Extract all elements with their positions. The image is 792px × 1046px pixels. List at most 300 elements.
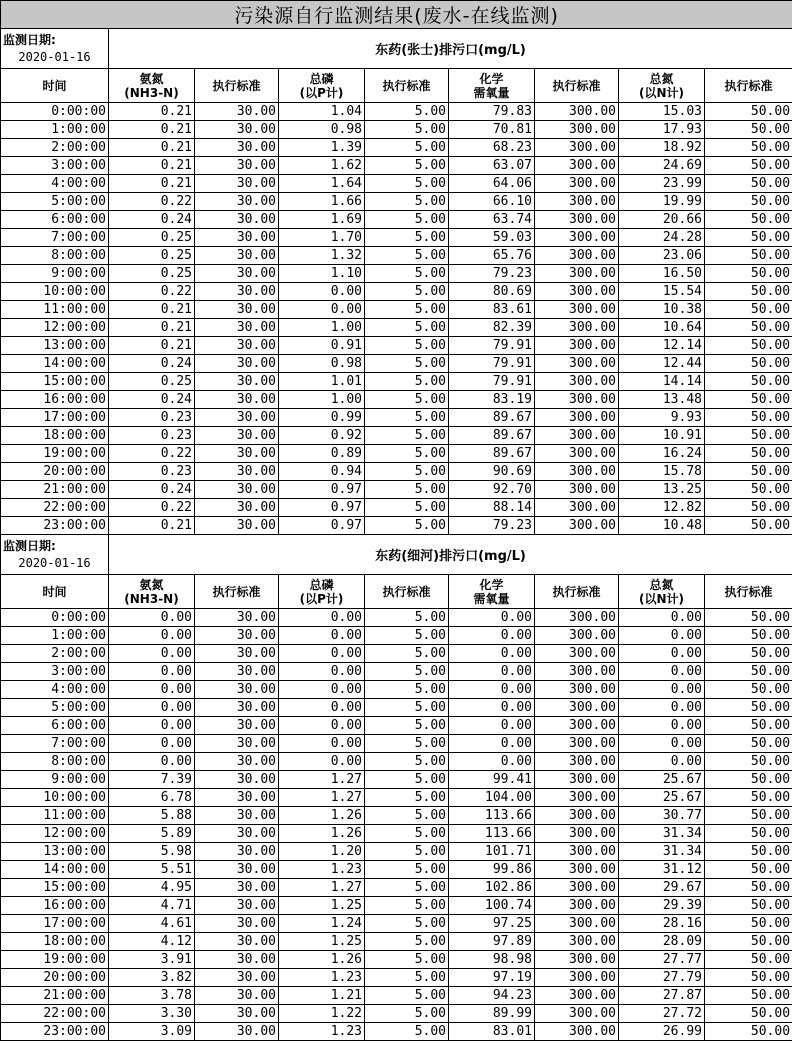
cell-time: 16:00:00 [1,897,109,915]
cell-tn-standard: 50.00 [705,717,792,735]
cell-nh3: 0.23 [109,463,195,481]
cell-nh3-standard: 30.00 [195,481,279,499]
cell-time: 21:00:00 [1,481,109,499]
cell-cod: 88.14 [449,499,535,517]
cell-nh3: 0.00 [109,735,195,753]
table-row [1,229,792,247]
cell-cod-standard: 300.00 [535,517,619,535]
cell-tp: 0.92 [279,427,365,445]
cell-tp: 0.00 [279,609,365,627]
cell-nh3: 0.25 [109,247,195,265]
column-header-row [1,69,792,103]
cell-cod-standard: 300.00 [535,627,619,645]
col-tp [279,69,365,103]
cell-nh3-standard: 30.00 [195,825,279,843]
cell-nh3-standard: 30.00 [195,463,279,481]
cell-tp-standard: 5.00 [365,193,449,211]
cell-tn: 9.93 [619,409,705,427]
cell-tp-standard: 5.00 [365,175,449,193]
cell-time: 5:00:00 [1,699,109,717]
cell-tp-standard: 5.00 [365,391,449,409]
cell-time: 10:00:00 [1,789,109,807]
cell-tp-standard: 5.00 [365,915,449,933]
cell-tn: 0.00 [619,681,705,699]
cell-cod-standard: 300.00 [535,175,619,193]
cell-nh3: 0.23 [109,427,195,445]
cell-time: 3:00:00 [1,663,109,681]
cell-tp: 1.39 [279,139,365,157]
cell-tn-standard: 50.00 [705,319,792,337]
col-tp [279,575,365,609]
table-row [1,933,792,951]
cell-cod-standard: 300.00 [535,409,619,427]
cell-cod: 0.00 [449,627,535,645]
cell-cod-standard: 300.00 [535,861,619,879]
table-row [1,499,792,517]
cell-cod-standard: 300.00 [535,463,619,481]
cell-cod-standard: 300.00 [535,807,619,825]
cell-nh3: 0.25 [109,265,195,283]
cell-tp-standard: 5.00 [365,825,449,843]
cell-tp-standard: 5.00 [365,121,449,139]
table-row [1,699,792,717]
cell-nh3-standard: 30.00 [195,897,279,915]
cell-tp: 0.00 [279,645,365,663]
cell-time: 17:00:00 [1,409,109,427]
cell-tn: 20.66 [619,211,705,229]
cell-tp: 0.91 [279,337,365,355]
cell-time: 7:00:00 [1,229,109,247]
cell-nh3: 0.25 [109,229,195,247]
col-standard: 执行标准 [195,69,279,103]
cell-tp: 0.98 [279,355,365,373]
cell-tn-standard: 50.00 [705,175,792,193]
cell-tp-standard: 5.00 [365,157,449,175]
cell-nh3-standard: 30.00 [195,771,279,789]
cell-tn-standard: 50.00 [705,987,792,1005]
cell-nh3: 0.25 [109,373,195,391]
cell-tp: 1.01 [279,373,365,391]
cell-time: 21:00:00 [1,987,109,1005]
cell-tn: 25.67 [619,771,705,789]
cell-cod-standard: 300.00 [535,717,619,735]
cell-nh3-standard: 30.00 [195,193,279,211]
cell-cod: 66.10 [449,193,535,211]
cell-nh3-standard: 30.00 [195,373,279,391]
cell-tp: 1.64 [279,175,365,193]
cell-cod-standard: 300.00 [535,157,619,175]
cell-tp-standard: 5.00 [365,933,449,951]
table-row [1,175,792,193]
cell-cod: 90.69 [449,463,535,481]
cell-cod-standard: 300.00 [535,355,619,373]
cell-tp-standard: 5.00 [365,517,449,535]
cell-cod: 79.23 [449,265,535,283]
col-cod-line2: 需氧量 [473,591,510,606]
cell-tn-standard: 50.00 [705,1023,792,1041]
cell-nh3-standard: 30.00 [195,1023,279,1041]
cell-time: 23:00:00 [1,517,109,535]
table-row [1,517,792,535]
cell-tn-standard: 50.00 [705,103,792,121]
cell-time: 2:00:00 [1,139,109,157]
cell-cod: 65.76 [449,247,535,265]
cell-time: 6:00:00 [1,211,109,229]
cell-tp: 1.32 [279,247,365,265]
cell-tn: 25.67 [619,789,705,807]
cell-tp-standard: 5.00 [365,445,449,463]
cell-tn-standard: 50.00 [705,283,792,301]
cell-cod-standard: 300.00 [535,373,619,391]
cell-cod-standard: 300.00 [535,663,619,681]
cell-tp-standard: 5.00 [365,463,449,481]
col-nh3 [109,575,195,609]
col-cod-line1: 化学 [479,577,504,592]
cell-tn-standard: 50.00 [705,879,792,897]
cell-nh3: 5.98 [109,843,195,861]
cell-cod-standard: 300.00 [535,879,619,897]
cell-cod-standard: 300.00 [535,1005,619,1023]
cell-time: 9:00:00 [1,265,109,283]
cell-nh3: 0.21 [109,175,195,193]
cell-nh3: 0.24 [109,355,195,373]
col-tp-line1: 总磷 [309,71,334,86]
table-row [1,139,792,157]
cell-nh3-standard: 30.00 [195,121,279,139]
cell-nh3: 4.12 [109,933,195,951]
cell-tn: 0.00 [619,753,705,771]
cell-cod: 100.74 [449,897,535,915]
col-cod [449,69,535,103]
cell-tp-standard: 5.00 [365,1005,449,1023]
cell-time: 18:00:00 [1,427,109,445]
cell-cod-standard: 300.00 [535,499,619,517]
cell-tn: 0.00 [619,663,705,681]
col-tn-line1: 总氮 [649,71,674,86]
cell-time: 19:00:00 [1,445,109,463]
cell-tn: 10.38 [619,301,705,319]
cell-tp: 0.00 [279,699,365,717]
cell-tn: 18.92 [619,139,705,157]
cell-nh3: 4.61 [109,915,195,933]
cell-tn-standard: 50.00 [705,445,792,463]
cell-tn: 10.48 [619,517,705,535]
cell-tp-standard: 5.00 [365,211,449,229]
table-row [1,987,792,1005]
cell-nh3-standard: 30.00 [195,933,279,951]
cell-tn: 28.09 [619,933,705,951]
cell-time: 16:00:00 [1,391,109,409]
cell-nh3: 0.21 [109,301,195,319]
cell-tp: 0.97 [279,517,365,535]
cell-tn: 13.48 [619,391,705,409]
cell-tn-standard: 50.00 [705,681,792,699]
col-standard: 执行标准 [705,69,792,103]
cell-cod-standard: 300.00 [535,951,619,969]
cell-time: 8:00:00 [1,247,109,265]
cell-nh3-standard: 30.00 [195,301,279,319]
cell-cod-standard: 300.00 [535,247,619,265]
table-row [1,915,792,933]
cell-nh3-standard: 30.00 [195,987,279,1005]
cell-nh3-standard: 30.00 [195,499,279,517]
cell-nh3: 0.21 [109,121,195,139]
cell-cod: 0.00 [449,645,535,663]
cell-tn: 23.99 [619,175,705,193]
cell-tp: 0.00 [279,301,365,319]
cell-cod-standard: 300.00 [535,843,619,861]
cell-nh3-standard: 30.00 [195,717,279,735]
cell-time: 4:00:00 [1,681,109,699]
cell-tp-standard: 5.00 [365,481,449,499]
cell-tp: 0.97 [279,499,365,517]
table-row [1,735,792,753]
cell-tn: 13.25 [619,481,705,499]
cell-tp-standard: 5.00 [365,319,449,337]
cell-tn-standard: 50.00 [705,517,792,535]
cell-cod: 99.41 [449,771,535,789]
cell-time: 13:00:00 [1,337,109,355]
cell-cod-standard: 300.00 [535,121,619,139]
cell-time: 1:00:00 [1,121,109,139]
cell-tn-standard: 50.00 [705,391,792,409]
cell-nh3-standard: 30.00 [195,337,279,355]
cell-tn-standard: 50.00 [705,789,792,807]
col-nh3 [109,69,195,103]
cell-tn-standard: 50.00 [705,409,792,427]
cell-tp: 1.26 [279,825,365,843]
cell-cod-standard: 300.00 [535,301,619,319]
table-row [1,969,792,987]
cell-tn: 31.34 [619,825,705,843]
cell-tn-standard: 50.00 [705,969,792,987]
cell-tn-standard: 50.00 [705,627,792,645]
cell-tp-standard: 5.00 [365,663,449,681]
cell-tp: 1.20 [279,843,365,861]
cell-nh3-standard: 30.00 [195,681,279,699]
cell-tn: 12.82 [619,499,705,517]
cell-nh3-standard: 30.00 [195,951,279,969]
cell-time: 15:00:00 [1,373,109,391]
cell-cod: 0.00 [449,735,535,753]
cell-tn: 27.77 [619,951,705,969]
cell-time: 13:00:00 [1,843,109,861]
cell-cod: 97.19 [449,969,535,987]
cell-nh3: 4.95 [109,879,195,897]
cell-tn-standard: 50.00 [705,427,792,445]
col-standard: 执行标准 [365,575,449,609]
cell-tp-standard: 5.00 [365,807,449,825]
cell-nh3-standard: 30.00 [195,699,279,717]
col-nh3-line2: (NH3-N) [124,85,179,100]
cell-tp-standard: 5.00 [365,735,449,753]
cell-tn-standard: 50.00 [705,355,792,373]
cell-nh3: 5.51 [109,861,195,879]
cell-tn-standard: 50.00 [705,807,792,825]
cell-tp: 0.00 [279,717,365,735]
cell-cod-standard: 300.00 [535,481,619,499]
cell-nh3-standard: 30.00 [195,969,279,987]
cell-tp: 0.00 [279,663,365,681]
cell-nh3-standard: 30.00 [195,355,279,373]
cell-tn-standard: 50.00 [705,265,792,283]
cell-cod-standard: 300.00 [535,283,619,301]
cell-cod: 63.07 [449,157,535,175]
table-row [1,609,792,627]
col-tn-line1: 总氮 [649,577,674,592]
cell-tn: 31.12 [619,861,705,879]
cell-nh3-standard: 30.00 [195,663,279,681]
cell-tp-standard: 5.00 [365,283,449,301]
column-header-row [1,575,792,609]
col-standard: 执行标准 [535,575,619,609]
table-row [1,193,792,211]
col-cod [449,575,535,609]
col-cod-line2: 需氧量 [473,85,510,100]
table-row [1,103,792,121]
cell-nh3: 5.89 [109,825,195,843]
table-row [1,265,792,283]
table-row [1,717,792,735]
cell-nh3: 0.24 [109,391,195,409]
table-row [1,283,792,301]
cell-cod-standard: 300.00 [535,103,619,121]
cell-nh3: 0.24 [109,481,195,499]
table-row [1,463,792,481]
cell-tp-standard: 5.00 [365,609,449,627]
table-row [1,481,792,499]
col-nh3-line1: 氨氮 [139,71,164,86]
table-row [1,861,792,879]
cell-tp-standard: 5.00 [365,337,449,355]
cell-tp: 1.25 [279,897,365,915]
cell-tp: 1.26 [279,951,365,969]
col-nh3-line1: 氨氮 [139,577,164,592]
cell-tp: 0.00 [279,735,365,753]
cell-tp: 1.62 [279,157,365,175]
table-row [1,681,792,699]
table-row [1,771,792,789]
date-value: 2020-01-16 [18,49,91,64]
cell-tp-standard: 5.00 [365,499,449,517]
cell-nh3-standard: 30.00 [195,843,279,861]
cell-time: 5:00:00 [1,193,109,211]
cell-tn: 15.03 [619,103,705,121]
table-row [1,1005,792,1023]
date-cell [1,535,109,575]
cell-tp: 0.97 [279,481,365,499]
cell-tp-standard: 5.00 [365,789,449,807]
sheet-title: 污染源自行监测结果(废水-在线监测) [1,1,792,29]
cell-cod: 63.74 [449,211,535,229]
cell-cod: 89.67 [449,427,535,445]
cell-tp: 1.00 [279,319,365,337]
col-tn [619,69,705,103]
cell-cod: 80.69 [449,283,535,301]
cell-tn: 29.67 [619,879,705,897]
cell-tp: 0.00 [279,627,365,645]
cell-cod-standard: 300.00 [535,337,619,355]
cell-cod-standard: 300.00 [535,139,619,157]
cell-nh3-standard: 30.00 [195,265,279,283]
cell-tn: 27.79 [619,969,705,987]
cell-tp-standard: 5.00 [365,843,449,861]
cell-nh3: 0.22 [109,499,195,517]
table-row [1,157,792,175]
cell-tp: 1.10 [279,265,365,283]
cell-tp: 1.25 [279,933,365,951]
cell-nh3-standard: 30.00 [195,283,279,301]
cell-nh3-standard: 30.00 [195,627,279,645]
cell-cod-standard: 300.00 [535,825,619,843]
cell-cod: 101.71 [449,843,535,861]
cell-tn: 0.00 [619,717,705,735]
cell-tn-standard: 50.00 [705,843,792,861]
cell-time: 23:00:00 [1,1023,109,1041]
cell-tp: 1.21 [279,987,365,1005]
cell-tp: 1.70 [279,229,365,247]
cell-time: 12:00:00 [1,825,109,843]
cell-tn-standard: 50.00 [705,753,792,771]
cell-nh3-standard: 30.00 [195,157,279,175]
col-nh3-line2: (NH3-N) [124,591,179,606]
cell-tn: 16.50 [619,265,705,283]
cell-nh3: 0.00 [109,699,195,717]
table-row [1,409,792,427]
table-row [1,663,792,681]
date-value: 2020-01-16 [18,555,91,570]
cell-tn-standard: 50.00 [705,735,792,753]
cell-tn-standard: 50.00 [705,609,792,627]
cell-nh3: 0.21 [109,337,195,355]
date-label: 监测日期: [3,32,56,47]
cell-cod-standard: 300.00 [535,681,619,699]
cell-tp-standard: 5.00 [365,139,449,157]
cell-cod: 89.99 [449,1005,535,1023]
cell-tp: 0.94 [279,463,365,481]
cell-nh3: 0.00 [109,681,195,699]
cell-tp-standard: 5.00 [365,699,449,717]
cell-cod: 94.23 [449,987,535,1005]
cell-nh3: 0.00 [109,645,195,663]
cell-tp: 1.69 [279,211,365,229]
cell-time: 8:00:00 [1,753,109,771]
cell-tn: 27.72 [619,1005,705,1023]
cell-tp-standard: 5.00 [365,717,449,735]
cell-time: 15:00:00 [1,879,109,897]
cell-tp-standard: 5.00 [365,229,449,247]
cell-cod-standard: 300.00 [535,735,619,753]
col-cod-line1: 化学 [479,71,504,86]
cell-cod: 0.00 [449,717,535,735]
cell-cod: 92.70 [449,481,535,499]
col-tp-line2: (以P计) [299,591,344,606]
cell-tn-standard: 50.00 [705,157,792,175]
cell-tp-standard: 5.00 [365,897,449,915]
cell-tp-standard: 5.00 [365,265,449,283]
cell-nh3-standard: 30.00 [195,139,279,157]
cell-time: 20:00:00 [1,969,109,987]
cell-nh3-standard: 30.00 [195,175,279,193]
cell-cod: 113.66 [449,825,535,843]
cell-tp: 0.00 [279,753,365,771]
cell-cod-standard: 300.00 [535,445,619,463]
cell-tn: 30.77 [619,807,705,825]
cell-nh3-standard: 30.00 [195,445,279,463]
cell-tp: 1.22 [279,1005,365,1023]
cell-tn: 0.00 [619,645,705,663]
cell-tn: 28.16 [619,915,705,933]
